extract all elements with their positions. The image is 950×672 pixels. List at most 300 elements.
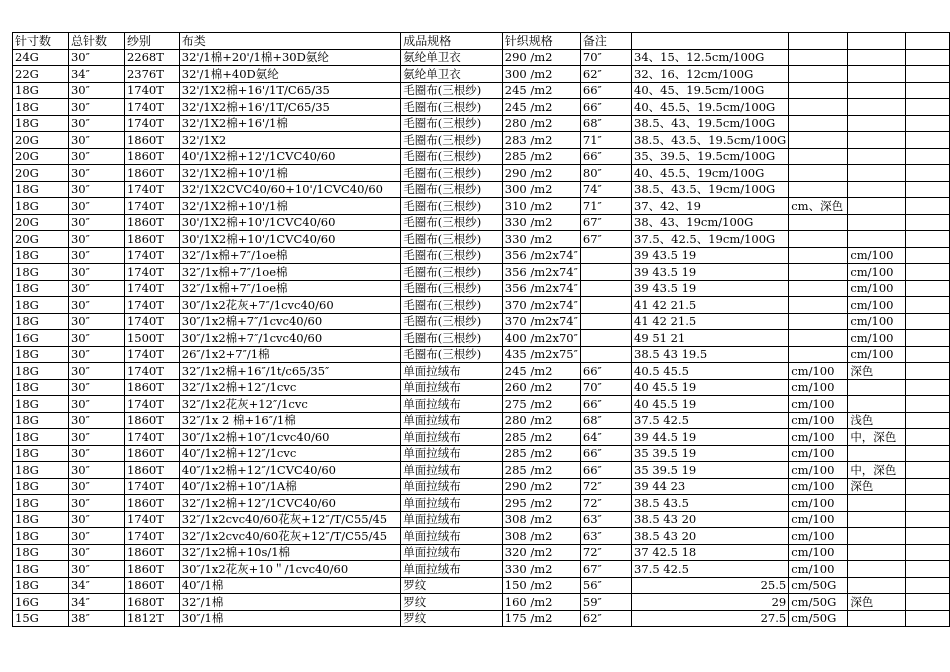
cell-spec-gsm[interactable]: 300 /m2 bbox=[502, 66, 580, 83]
cell-needles[interactable]: 30″ bbox=[68, 363, 124, 380]
cell-spec-width[interactable] bbox=[580, 346, 631, 363]
cell-needles[interactable]: 30″ bbox=[68, 165, 124, 182]
cell-c9[interactable] bbox=[848, 115, 905, 132]
cell-fabric[interactable]: 30″/1x2棉+7″/1cvc40/60 bbox=[179, 330, 401, 347]
cell-spec-gsm[interactable]: 330 /m2 bbox=[502, 231, 580, 248]
cell-gauge[interactable]: 18G bbox=[13, 115, 69, 132]
cell-c8[interactable]: cm/100 bbox=[789, 396, 848, 413]
cell-note[interactable]: 38.5、43、19.5cm/100G bbox=[632, 115, 789, 132]
cell-spec-width[interactable]: 66″ bbox=[580, 462, 631, 479]
cell-c9[interactable] bbox=[848, 165, 905, 182]
cell-gauge[interactable]: 18G bbox=[13, 99, 69, 116]
cell-product[interactable]: 毛圈布(三根纱) bbox=[401, 214, 503, 231]
cell-c10[interactable] bbox=[905, 330, 949, 347]
cell-note[interactable]: 39 44.5 19 bbox=[632, 429, 789, 446]
cell-yarn[interactable]: 1740T bbox=[124, 280, 179, 297]
cell-note[interactable]: 38.5 43 19.5 bbox=[632, 346, 789, 363]
cell-gauge[interactable]: 18G bbox=[13, 363, 69, 380]
cell-spec-gsm[interactable]: 300 /m2 bbox=[502, 181, 580, 198]
cell-note[interactable]: 39 43.5 19 bbox=[632, 247, 789, 264]
cell-yarn[interactable]: 1740T bbox=[124, 82, 179, 99]
header-cell[interactable] bbox=[789, 33, 848, 50]
cell-note[interactable]: 29 bbox=[632, 594, 789, 611]
cell-c8[interactable]: cm/100 bbox=[789, 495, 848, 512]
cell-product[interactable]: 罗纹 bbox=[401, 594, 503, 611]
cell-c10[interactable] bbox=[905, 363, 949, 380]
cell-c10[interactable] bbox=[905, 528, 949, 545]
cell-spec-gsm[interactable]: 330 /m2 bbox=[502, 214, 580, 231]
cell-c8[interactable]: cm/100 bbox=[789, 528, 848, 545]
cell-spec-gsm[interactable]: 310 /m2 bbox=[502, 198, 580, 215]
cell-yarn[interactable]: 1740T bbox=[124, 528, 179, 545]
cell-c10[interactable] bbox=[905, 82, 949, 99]
cell-product[interactable]: 罗纹 bbox=[401, 577, 503, 594]
cell-gauge[interactable]: 18G bbox=[13, 346, 69, 363]
cell-spec-gsm[interactable]: 245 /m2 bbox=[502, 99, 580, 116]
cell-product[interactable]: 单面拉绒布 bbox=[401, 478, 503, 495]
cell-fabric[interactable]: 32″/1x2棉+10s/1棉 bbox=[179, 544, 401, 561]
cell-c8[interactable]: cm/100 bbox=[789, 478, 848, 495]
cell-c9[interactable] bbox=[848, 396, 905, 413]
cell-c8[interactable]: cm/100 bbox=[789, 363, 848, 380]
cell-spec-gsm[interactable]: 320 /m2 bbox=[502, 544, 580, 561]
cell-fabric[interactable]: 32'/1X2 bbox=[179, 132, 401, 149]
cell-note[interactable]: 37.5、42.5、19cm/100G bbox=[632, 231, 789, 248]
cell-gauge[interactable]: 18G bbox=[13, 396, 69, 413]
cell-needles[interactable]: 34″ bbox=[68, 66, 124, 83]
cell-needles[interactable]: 30″ bbox=[68, 478, 124, 495]
cell-spec-gsm[interactable]: 290 /m2 bbox=[502, 478, 580, 495]
cell-product[interactable]: 毛圈布(三根纱) bbox=[401, 148, 503, 165]
cell-c9[interactable] bbox=[848, 99, 905, 116]
cell-c10[interactable] bbox=[905, 412, 949, 429]
cell-c10[interactable] bbox=[905, 49, 949, 66]
cell-c10[interactable] bbox=[905, 99, 949, 116]
cell-note[interactable]: 40、45.5、19.5cm/100G bbox=[632, 99, 789, 116]
cell-spec-width[interactable]: 67″ bbox=[580, 561, 631, 578]
cell-yarn[interactable]: 1740T bbox=[124, 478, 179, 495]
cell-spec-width[interactable] bbox=[580, 313, 631, 330]
cell-fabric[interactable]: 32″/1x2棉+16″/1t/c65/35″ bbox=[179, 363, 401, 380]
cell-gauge[interactable]: 18G bbox=[13, 445, 69, 462]
cell-gauge[interactable]: 15G bbox=[13, 610, 69, 627]
cell-gauge[interactable]: 18G bbox=[13, 561, 69, 578]
cell-spec-gsm[interactable]: 330 /m2 bbox=[502, 561, 580, 578]
header-cell[interactable]: 总针数 bbox=[68, 33, 124, 50]
cell-c9[interactable]: cm/100 bbox=[848, 264, 905, 281]
cell-note[interactable]: 37.5 42.5 bbox=[632, 561, 789, 578]
cell-gauge[interactable]: 18G bbox=[13, 198, 69, 215]
cell-needles[interactable]: 30″ bbox=[68, 429, 124, 446]
cell-c10[interactable] bbox=[905, 214, 949, 231]
cell-product[interactable]: 毛圈布(三根纱) bbox=[401, 330, 503, 347]
cell-fabric[interactable]: 40″/1x2棉+12″/1cvc bbox=[179, 445, 401, 462]
cell-fabric[interactable]: 32'/1X2棉+10'/1棉 bbox=[179, 198, 401, 215]
cell-yarn[interactable]: 1860T bbox=[124, 379, 179, 396]
cell-yarn[interactable]: 2376T bbox=[124, 66, 179, 83]
cell-c8[interactable] bbox=[789, 148, 848, 165]
cell-note[interactable]: 49 51 21 bbox=[632, 330, 789, 347]
cell-c9[interactable]: 浅色 bbox=[848, 412, 905, 429]
cell-note[interactable]: 25.5 bbox=[632, 577, 789, 594]
cell-product[interactable]: 单面拉绒布 bbox=[401, 544, 503, 561]
cell-c9[interactable] bbox=[848, 528, 905, 545]
cell-gauge[interactable]: 18G bbox=[13, 429, 69, 446]
cell-needles[interactable]: 34″ bbox=[68, 577, 124, 594]
cell-yarn[interactable]: 1740T bbox=[124, 313, 179, 330]
cell-spec-width[interactable]: 62″ bbox=[580, 610, 631, 627]
cell-yarn[interactable]: 1680T bbox=[124, 594, 179, 611]
cell-product[interactable]: 毛圈布(三根纱) bbox=[401, 264, 503, 281]
cell-spec-gsm[interactable]: 400 /m2x70″ bbox=[502, 330, 580, 347]
cell-needles[interactable]: 30″ bbox=[68, 528, 124, 545]
cell-c8[interactable] bbox=[789, 82, 848, 99]
cell-product[interactable]: 毛圈布(三根纱) bbox=[401, 346, 503, 363]
cell-c9[interactable] bbox=[848, 561, 905, 578]
cell-yarn[interactable]: 1860T bbox=[124, 165, 179, 182]
cell-c10[interactable] bbox=[905, 478, 949, 495]
cell-c9[interactable]: 深色 bbox=[848, 478, 905, 495]
cell-note[interactable]: 40、45.5、19cm/100G bbox=[632, 165, 789, 182]
cell-c9[interactable] bbox=[848, 610, 905, 627]
cell-gauge[interactable]: 20G bbox=[13, 132, 69, 149]
cell-c8[interactable] bbox=[789, 214, 848, 231]
cell-c10[interactable] bbox=[905, 66, 949, 83]
cell-spec-width[interactable]: 63″ bbox=[580, 528, 631, 545]
cell-c8[interactable]: cm/100 bbox=[789, 511, 848, 528]
cell-c10[interactable] bbox=[905, 511, 949, 528]
cell-spec-width[interactable]: 66″ bbox=[580, 445, 631, 462]
cell-yarn[interactable]: 1740T bbox=[124, 429, 179, 446]
cell-spec-width[interactable]: 70″ bbox=[580, 379, 631, 396]
cell-spec-width[interactable]: 74″ bbox=[580, 181, 631, 198]
cell-fabric[interactable]: 32'/1X2棉+16'/1棉 bbox=[179, 115, 401, 132]
cell-yarn[interactable]: 1860T bbox=[124, 445, 179, 462]
cell-c10[interactable] bbox=[905, 429, 949, 446]
cell-c8[interactable]: cm/100 bbox=[789, 379, 848, 396]
cell-c9[interactable] bbox=[848, 82, 905, 99]
cell-needles[interactable]: 30″ bbox=[68, 379, 124, 396]
cell-c10[interactable] bbox=[905, 594, 949, 611]
cell-c9[interactable]: 中，深色 bbox=[848, 462, 905, 479]
cell-c10[interactable] bbox=[905, 561, 949, 578]
cell-product[interactable]: 毛圈布(三根纱) bbox=[401, 198, 503, 215]
cell-gauge[interactable]: 18G bbox=[13, 478, 69, 495]
cell-c8[interactable] bbox=[789, 132, 848, 149]
cell-c10[interactable] bbox=[905, 264, 949, 281]
cell-fabric[interactable]: 32″/1x棉+7″/1oe棉 bbox=[179, 280, 401, 297]
cell-fabric[interactable]: 32'/1棉+40D氨纶 bbox=[179, 66, 401, 83]
cell-c9[interactable]: 深色 bbox=[848, 363, 905, 380]
cell-spec-width[interactable] bbox=[580, 247, 631, 264]
cell-c9[interactable]: cm/100 bbox=[848, 247, 905, 264]
cell-gauge[interactable]: 18G bbox=[13, 412, 69, 429]
cell-spec-gsm[interactable]: 285 /m2 bbox=[502, 462, 580, 479]
cell-yarn[interactable]: 1740T bbox=[124, 264, 179, 281]
cell-fabric[interactable]: 30″/1x2棉+10″/1cvc40/60 bbox=[179, 429, 401, 446]
cell-gauge[interactable]: 20G bbox=[13, 214, 69, 231]
cell-product[interactable]: 毛圈布(三根纱) bbox=[401, 231, 503, 248]
cell-product[interactable]: 单面拉绒布 bbox=[401, 495, 503, 512]
cell-yarn[interactable]: 1860T bbox=[124, 462, 179, 479]
cell-c9[interactable]: cm/100 bbox=[848, 346, 905, 363]
cell-c10[interactable] bbox=[905, 165, 949, 182]
cell-spec-gsm[interactable]: 285 /m2 bbox=[502, 445, 580, 462]
cell-needles[interactable]: 30″ bbox=[68, 214, 124, 231]
cell-fabric[interactable]: 32'/1X2棉+16'/1T/C65/35 bbox=[179, 99, 401, 116]
cell-product[interactable]: 罗纹 bbox=[401, 610, 503, 627]
header-cell[interactable]: 布类 bbox=[179, 33, 401, 50]
cell-c8[interactable]: cm/50G bbox=[789, 594, 848, 611]
cell-fabric[interactable]: 30″/1x2花灰+7″/1cvc40/60 bbox=[179, 297, 401, 314]
cell-yarn[interactable]: 1860T bbox=[124, 214, 179, 231]
cell-fabric[interactable]: 32″/1x2花灰+12″/1cvc bbox=[179, 396, 401, 413]
cell-needles[interactable]: 30″ bbox=[68, 231, 124, 248]
cell-needles[interactable]: 30″ bbox=[68, 495, 124, 512]
cell-needles[interactable]: 30″ bbox=[68, 181, 124, 198]
cell-c9[interactable] bbox=[848, 49, 905, 66]
cell-spec-width[interactable] bbox=[580, 330, 631, 347]
cell-c8[interactable]: cm/100 bbox=[789, 561, 848, 578]
cell-note[interactable]: 32、16、12cm/100G bbox=[632, 66, 789, 83]
cell-product[interactable]: 单面拉绒布 bbox=[401, 396, 503, 413]
cell-product[interactable]: 单面拉绒布 bbox=[401, 429, 503, 446]
cell-gauge[interactable]: 20G bbox=[13, 231, 69, 248]
cell-gauge[interactable]: 18G bbox=[13, 379, 69, 396]
cell-yarn[interactable]: 1812T bbox=[124, 610, 179, 627]
cell-gauge[interactable]: 18G bbox=[13, 181, 69, 198]
cell-needles[interactable]: 30″ bbox=[68, 49, 124, 66]
cell-yarn[interactable]: 1740T bbox=[124, 115, 179, 132]
cell-product[interactable]: 毛圈布(三根纱) bbox=[401, 115, 503, 132]
cell-note[interactable]: 35 39.5 19 bbox=[632, 445, 789, 462]
cell-c9[interactable]: cm/100 bbox=[848, 280, 905, 297]
cell-needles[interactable]: 30″ bbox=[68, 264, 124, 281]
cell-c8[interactable]: cm/100 bbox=[789, 445, 848, 462]
cell-c8[interactable] bbox=[789, 99, 848, 116]
cell-gauge[interactable]: 18G bbox=[13, 544, 69, 561]
cell-yarn[interactable]: 1860T bbox=[124, 561, 179, 578]
cell-c9[interactable]: cm/100 bbox=[848, 330, 905, 347]
cell-product[interactable]: 毛圈布(三根纱) bbox=[401, 313, 503, 330]
cell-product[interactable]: 氨纶单卫衣 bbox=[401, 49, 503, 66]
cell-c10[interactable] bbox=[905, 115, 949, 132]
cell-c9[interactable] bbox=[848, 148, 905, 165]
cell-c9[interactable] bbox=[848, 379, 905, 396]
cell-c10[interactable] bbox=[905, 247, 949, 264]
cell-c8[interactable]: cm/100 bbox=[789, 544, 848, 561]
cell-needles[interactable]: 38″ bbox=[68, 610, 124, 627]
cell-yarn[interactable]: 1860T bbox=[124, 148, 179, 165]
cell-spec-gsm[interactable]: 285 /m2 bbox=[502, 148, 580, 165]
cell-fabric[interactable]: 32'/1X2棉+16'/1T/C65/35 bbox=[179, 82, 401, 99]
cell-product[interactable]: 毛圈布(三根纱) bbox=[401, 297, 503, 314]
cell-needles[interactable]: 30″ bbox=[68, 346, 124, 363]
cell-note[interactable]: 41 42 21.5 bbox=[632, 313, 789, 330]
cell-spec-width[interactable] bbox=[580, 297, 631, 314]
cell-note[interactable]: 37.5 42.5 bbox=[632, 412, 789, 429]
cell-c9[interactable] bbox=[848, 181, 905, 198]
cell-yarn[interactable]: 1740T bbox=[124, 181, 179, 198]
cell-product[interactable]: 单面拉绒布 bbox=[401, 412, 503, 429]
cell-yarn[interactable]: 1740T bbox=[124, 511, 179, 528]
cell-spec-width[interactable]: 72″ bbox=[580, 495, 631, 512]
cell-gauge[interactable]: 18G bbox=[13, 462, 69, 479]
cell-c9[interactable] bbox=[848, 495, 905, 512]
cell-product[interactable]: 毛圈布(三根纱) bbox=[401, 181, 503, 198]
header-cell[interactable] bbox=[848, 33, 905, 50]
cell-spec-width[interactable]: 66″ bbox=[580, 396, 631, 413]
cell-fabric[interactable]: 40″/1x2棉+12″/1CVC40/60 bbox=[179, 462, 401, 479]
cell-yarn[interactable]: 1740T bbox=[124, 99, 179, 116]
cell-c8[interactable]: cm/100 bbox=[789, 429, 848, 446]
cell-spec-gsm[interactable]: 150 /m2 bbox=[502, 577, 580, 594]
cell-c10[interactable] bbox=[905, 148, 949, 165]
cell-note[interactable]: 41 42 21.5 bbox=[632, 297, 789, 314]
cell-c8[interactable] bbox=[789, 115, 848, 132]
header-cell[interactable]: 针寸数 bbox=[13, 33, 69, 50]
cell-c9[interactable]: 深色 bbox=[848, 594, 905, 611]
cell-c10[interactable] bbox=[905, 544, 949, 561]
cell-product[interactable]: 单面拉绒布 bbox=[401, 363, 503, 380]
cell-c8[interactable] bbox=[789, 297, 848, 314]
cell-yarn[interactable]: 1740T bbox=[124, 346, 179, 363]
cell-c10[interactable] bbox=[905, 396, 949, 413]
cell-fabric[interactable]: 40'/1X2棉+12'/1CVC40/60 bbox=[179, 148, 401, 165]
cell-fabric[interactable]: 32″/1棉 bbox=[179, 594, 401, 611]
cell-fabric[interactable]: 30″/1棉 bbox=[179, 610, 401, 627]
cell-spec-gsm[interactable]: 280 /m2 bbox=[502, 412, 580, 429]
cell-product[interactable]: 单面拉绒布 bbox=[401, 445, 503, 462]
cell-product[interactable]: 单面拉绒布 bbox=[401, 528, 503, 545]
cell-yarn[interactable]: 1860T bbox=[124, 412, 179, 429]
cell-spec-gsm[interactable]: 356 /m2x74″ bbox=[502, 280, 580, 297]
cell-spec-width[interactable]: 68″ bbox=[580, 115, 631, 132]
cell-spec-width[interactable]: 66″ bbox=[580, 148, 631, 165]
cell-c9[interactable]: cm/100 bbox=[848, 297, 905, 314]
cell-yarn[interactable]: 1500T bbox=[124, 330, 179, 347]
cell-yarn[interactable]: 1740T bbox=[124, 198, 179, 215]
cell-c10[interactable] bbox=[905, 132, 949, 149]
cell-spec-width[interactable]: 80″ bbox=[580, 165, 631, 182]
cell-product[interactable]: 单面拉绒布 bbox=[401, 379, 503, 396]
cell-c8[interactable] bbox=[789, 313, 848, 330]
cell-spec-gsm[interactable]: 280 /m2 bbox=[502, 115, 580, 132]
cell-needles[interactable]: 30″ bbox=[68, 99, 124, 116]
cell-spec-width[interactable]: 63″ bbox=[580, 511, 631, 528]
cell-note[interactable]: 35 39.5 19 bbox=[632, 462, 789, 479]
cell-product[interactable]: 毛圈布(三根纱) bbox=[401, 247, 503, 264]
cell-gauge[interactable]: 18G bbox=[13, 280, 69, 297]
cell-spec-width[interactable]: 70″ bbox=[580, 49, 631, 66]
cell-yarn[interactable]: 1740T bbox=[124, 396, 179, 413]
cell-note[interactable]: 27.5 bbox=[632, 610, 789, 627]
cell-spec-width[interactable]: 66″ bbox=[580, 363, 631, 380]
cell-product[interactable]: 单面拉绒布 bbox=[401, 511, 503, 528]
cell-fabric[interactable]: 32″/1x2cvc40/60花灰+12″/T/C55/45 bbox=[179, 511, 401, 528]
cell-fabric[interactable]: 30'/1X2棉+10'/1CVC40/60 bbox=[179, 231, 401, 248]
cell-needles[interactable]: 30″ bbox=[68, 511, 124, 528]
cell-c9[interactable] bbox=[848, 231, 905, 248]
cell-needles[interactable]: 30″ bbox=[68, 115, 124, 132]
cell-c10[interactable] bbox=[905, 280, 949, 297]
cell-needles[interactable]: 30″ bbox=[68, 148, 124, 165]
cell-spec-width[interactable]: 68″ bbox=[580, 412, 631, 429]
cell-spec-width[interactable] bbox=[580, 280, 631, 297]
cell-c8[interactable]: cm/100 bbox=[789, 412, 848, 429]
cell-fabric[interactable]: 32'/1X2CVC40/60+10'/1CVC40/60 bbox=[179, 181, 401, 198]
cell-gauge[interactable]: 16G bbox=[13, 594, 69, 611]
cell-c10[interactable] bbox=[905, 313, 949, 330]
cell-note[interactable]: 39 43.5 19 bbox=[632, 280, 789, 297]
cell-c8[interactable]: cm/50G bbox=[789, 610, 848, 627]
cell-c9[interactable] bbox=[848, 132, 905, 149]
header-cell[interactable] bbox=[905, 33, 949, 50]
cell-gauge[interactable]: 20G bbox=[13, 165, 69, 182]
cell-spec-gsm[interactable]: 260 /m2 bbox=[502, 379, 580, 396]
cell-needles[interactable]: 30″ bbox=[68, 561, 124, 578]
cell-gauge[interactable]: 18G bbox=[13, 313, 69, 330]
cell-fabric[interactable]: 32″/1x2棉+12″/1CVC40/60 bbox=[179, 495, 401, 512]
cell-c8[interactable] bbox=[789, 165, 848, 182]
cell-spec-width[interactable]: 67″ bbox=[580, 231, 631, 248]
cell-product[interactable]: 毛圈布(三根纱) bbox=[401, 280, 503, 297]
cell-fabric[interactable]: 40″/1棉 bbox=[179, 577, 401, 594]
cell-spec-width[interactable]: 71″ bbox=[580, 132, 631, 149]
cell-c10[interactable] bbox=[905, 198, 949, 215]
cell-spec-gsm[interactable]: 435 /m2x75″ bbox=[502, 346, 580, 363]
cell-note[interactable]: 38.5 43 20 bbox=[632, 528, 789, 545]
cell-note[interactable]: 37、42、19 bbox=[632, 198, 789, 215]
cell-spec-gsm[interactable]: 356 /m2x74″ bbox=[502, 247, 580, 264]
cell-yarn[interactable]: 1860T bbox=[124, 495, 179, 512]
cell-note[interactable]: 40 45.5 19 bbox=[632, 379, 789, 396]
cell-c9[interactable] bbox=[848, 511, 905, 528]
cell-fabric[interactable]: 30″/1x2棉+7″/1cvc40/60 bbox=[179, 313, 401, 330]
cell-spec-gsm[interactable]: 275 /m2 bbox=[502, 396, 580, 413]
cell-spec-gsm[interactable]: 283 /m2 bbox=[502, 132, 580, 149]
cell-needles[interactable]: 30″ bbox=[68, 198, 124, 215]
cell-needles[interactable]: 30″ bbox=[68, 462, 124, 479]
cell-yarn[interactable]: 1740T bbox=[124, 247, 179, 264]
cell-spec-gsm[interactable]: 175 /m2 bbox=[502, 610, 580, 627]
cell-c8[interactable] bbox=[789, 280, 848, 297]
cell-c8[interactable] bbox=[789, 181, 848, 198]
cell-fabric[interactable]: 40″/1x2棉+10″/1A棉 bbox=[179, 478, 401, 495]
cell-c8[interactable]: cm、深色 bbox=[789, 198, 848, 215]
cell-note[interactable]: 40、45、19.5cm/100G bbox=[632, 82, 789, 99]
cell-product[interactable]: 毛圈布(三根纱) bbox=[401, 132, 503, 149]
cell-product[interactable]: 毛圈布(三根纱) bbox=[401, 82, 503, 99]
cell-c8[interactable] bbox=[789, 49, 848, 66]
cell-yarn[interactable]: 2268T bbox=[124, 49, 179, 66]
cell-note[interactable]: 40 45.5 19 bbox=[632, 396, 789, 413]
cell-product[interactable]: 单面拉绒布 bbox=[401, 561, 503, 578]
header-cell[interactable]: 成品规格 bbox=[401, 33, 503, 50]
cell-c9[interactable] bbox=[848, 214, 905, 231]
cell-spec-width[interactable]: 71″ bbox=[580, 198, 631, 215]
cell-spec-width[interactable]: 72″ bbox=[580, 544, 631, 561]
cell-fabric[interactable]: 32″/1x棉+7″/1oe棉 bbox=[179, 264, 401, 281]
cell-product[interactable]: 单面拉绒布 bbox=[401, 462, 503, 479]
cell-note[interactable]: 39 44 23 bbox=[632, 478, 789, 495]
cell-spec-width[interactable]: 72″ bbox=[580, 478, 631, 495]
cell-gauge[interactable]: 18G bbox=[13, 577, 69, 594]
cell-product[interactable]: 毛圈布(三根纱) bbox=[401, 99, 503, 116]
cell-c9[interactable] bbox=[848, 544, 905, 561]
cell-spec-gsm[interactable]: 160 /m2 bbox=[502, 594, 580, 611]
cell-fabric[interactable]: 32″/1x 2 棉+16″/1棉 bbox=[179, 412, 401, 429]
